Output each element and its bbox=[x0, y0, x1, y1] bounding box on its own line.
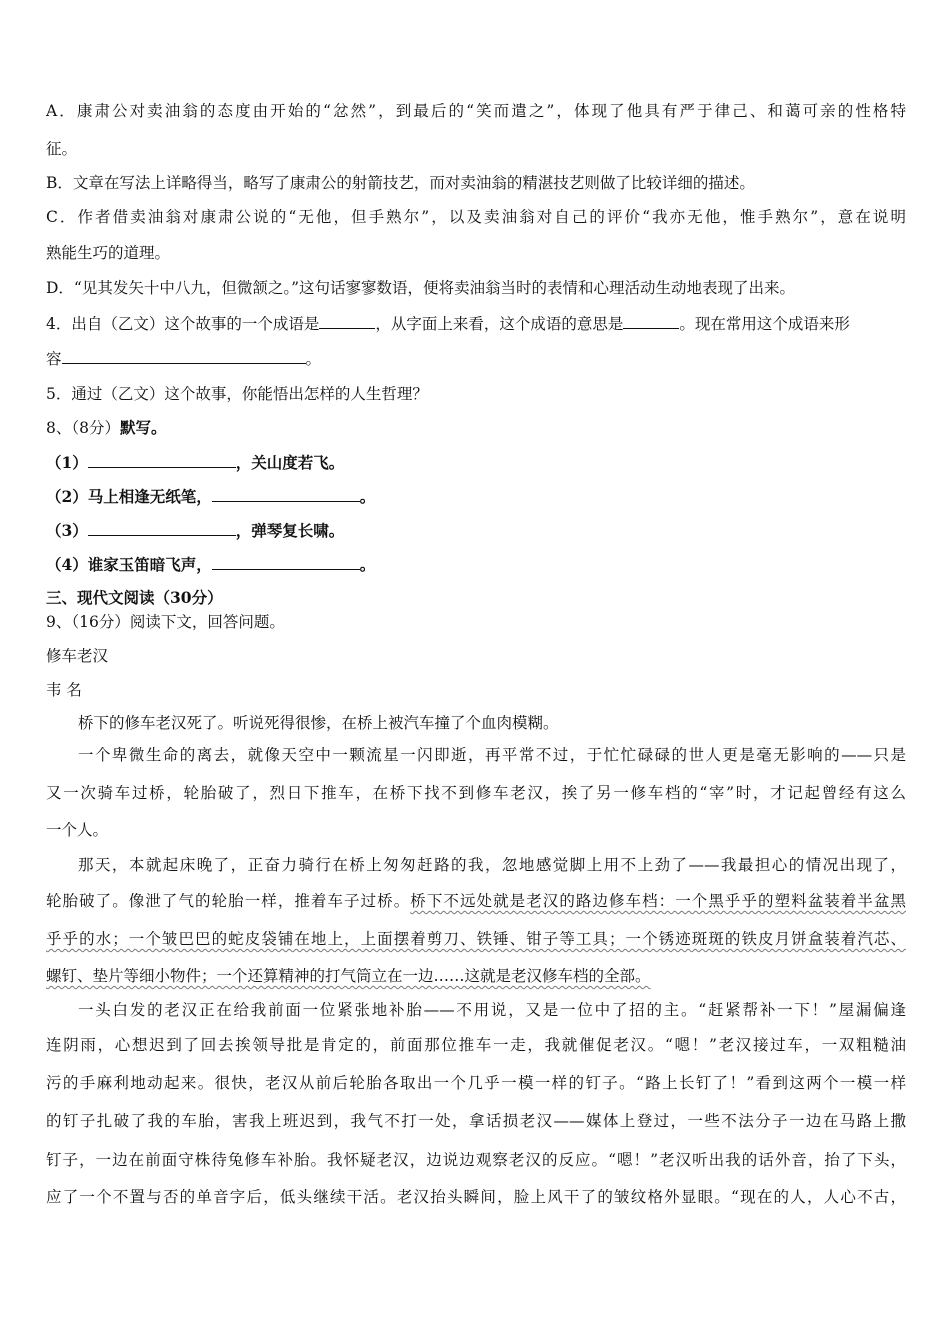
question-4-text-4: 容 bbox=[46, 350, 62, 368]
question-5: 5．通过（乙文）这个故事，你能悟出怎样的人生哲理？ bbox=[46, 385, 428, 403]
dictation-4-suffix: 。 bbox=[359, 555, 376, 574]
article-paragraph-4-line-6: 应了一个不置与否的单音字后，低头继续干活。老汉抬头瞬间，脸上风干了的皱纹格外显眼。“现在的人，人心不古， bbox=[46, 1188, 906, 1206]
question-8-number: 8、（8分） bbox=[46, 419, 120, 437]
option-b: B．文章在写法上详略得当，略写了康肃公的射箭技艺，而对卖油翁的精湛技艺则做了比较详细的描述。 bbox=[46, 174, 755, 192]
option-a-line-2: 征。 bbox=[46, 140, 78, 158]
article-paragraph-2-line-3: 一个人。 bbox=[46, 821, 109, 839]
article-paragraph-4-line-5: 钉子，一边在前面守株待兔修车补胎。我怀疑老汉，边说边观察老汉的反应。“嗯！”老汉听出我的话外音，抬了下头， bbox=[46, 1151, 906, 1169]
dictation-1-suffix: ，关山度若飞。 bbox=[235, 453, 345, 472]
dictation-3-prefix: （3） bbox=[46, 521, 88, 540]
question-4-line-1 bbox=[46, 313, 906, 334]
option-a-line-1: A．康肃公对卖油翁的态度由开始的“忿然”，到最后的“笑而遣之”，体现了他具有严于律己、和蔼可亲的性格特 bbox=[46, 102, 906, 120]
answer-blank[interactable] bbox=[212, 554, 360, 570]
question-8-title: 默写。 bbox=[119, 418, 167, 437]
article-paragraph-2-line-2: 又一次骑车过桥，轮胎破了，烈日下推车，在桥下找不到修车老汉，挨了另一修车档的“宰”时，才记起曾经有这么 bbox=[46, 784, 906, 802]
article-paragraph-4-line-3: 污的手麻利地动起来。很快，老汉从前后轮胎各取出一个几乎一模一样的钉子。“路上长钉了！”看到这两个一模一样 bbox=[46, 1074, 906, 1092]
section-3-heading: 三、现代文阅读（30分） bbox=[46, 588, 223, 607]
question-4-text-1: 4．出自（乙文）这个故事的一个成语是 bbox=[46, 315, 320, 333]
question-4-text-2: ，从字面上来看，这个成语的意思是 bbox=[375, 315, 624, 333]
option-c-line-2: 熟能生巧的道理。 bbox=[46, 244, 171, 262]
question-8-heading bbox=[46, 418, 906, 438]
dictation-line-2 bbox=[46, 486, 906, 507]
dictation-4-prefix: （4）谁家玉笛暗飞声， bbox=[46, 555, 212, 574]
dictation-1-prefix: （1） bbox=[46, 453, 88, 472]
dictation-line-3 bbox=[46, 520, 906, 541]
article-paragraph-4-line-1: 一头白发的老汉正在给我前面一位紧张地补胎——不用说，又是一位中了招的主。“赶紧帮补一下！”屋漏偏逢 bbox=[78, 1001, 906, 1019]
article-author: 韦 名 bbox=[46, 681, 82, 699]
question-4-text-5: 。 bbox=[305, 350, 322, 368]
article-paragraph-1: 桥下的修车老汉死了。听说死得很惨，在桥上被汽车撞了个血肉模糊。 bbox=[78, 714, 559, 732]
answer-blank[interactable] bbox=[319, 313, 375, 329]
answer-blank[interactable] bbox=[62, 348, 306, 364]
article-paragraph-4-line-4: 的钉子扎破了我的车胎，害我上班迟到，我气不打一处，拿话损老汉——媒体上登过，一些不法分子一边在马路上撒 bbox=[46, 1112, 906, 1130]
article-paragraph-3-line-2 bbox=[46, 891, 906, 911]
article-title: 修车老汉 bbox=[46, 647, 109, 665]
article-paragraph-3-line-1: 那天，本就起床晚了，正奋力骑行在桥上匆匆赶路的我，忽地感觉脚上用不上劲了——我最担心的情况出现了， bbox=[78, 856, 906, 874]
answer-blank[interactable] bbox=[212, 486, 360, 502]
paragraph-3-plain-text: 轮胎破了。像泄了气的轮胎一样，推着车子过桥。 bbox=[46, 892, 411, 910]
wavy-underlined-text: 桥下不远处就是老汉的路边修车档：一个黑乎乎的塑料盆装着半盆黑 bbox=[410, 892, 906, 910]
answer-blank[interactable] bbox=[88, 452, 236, 468]
dictation-line-1 bbox=[46, 452, 906, 473]
article-paragraph-3-line-3: 乎乎的水；一个皱巴巴的蛇皮袋铺在地上，上面摆着剪刀、铁锤、钳子等工具；一个锈迹斑斑的铁皮月饼盒装着汽芯、 bbox=[46, 930, 906, 948]
option-c-line-1: C．作者借卖油翁对康肃公说的“无他，但手熟尔”，以及卖油翁对自己的评价“我亦无他，惟手熟尔”，意在说明 bbox=[46, 208, 906, 226]
dictation-3-suffix: ，弹琴复长啸。 bbox=[235, 521, 345, 540]
question-4-text-3: 。现在常用这个成语来形 bbox=[679, 315, 850, 333]
answer-blank[interactable] bbox=[623, 313, 679, 329]
dictation-2-suffix: 。 bbox=[359, 487, 376, 506]
article-paragraph-2-line-1: 一个卑微生命的离去，就像天空中一颗流星一闪即逝，再平常不过，于忙忙碌碌的世人更是毫无影响的——只是 bbox=[78, 746, 906, 764]
option-d: D．“见其发矢十中八九，但微颔之。”这句话寥寥数语，便将卖油翁当时的表情和心理活动生动地表现了出来。 bbox=[46, 279, 796, 297]
question-9: 9、（16分）阅读下文，回答问题。 bbox=[46, 613, 285, 631]
question-4-line-2 bbox=[46, 348, 906, 369]
answer-blank[interactable] bbox=[88, 520, 236, 536]
dictation-2-prefix: （2）马上相逢无纸笔， bbox=[46, 487, 212, 506]
article-paragraph-4-line-2: 连阴雨，心想迟到了回去挨领导批是肯定的，前面那位推车一走，我就催促老汉。“嗯！”老汉接过车，一双粗糙油 bbox=[46, 1036, 906, 1054]
article-paragraph-3-line-4: 螺钉、垫片等细小物件；一个还算精神的打气筒立在一边……这就是老汉修车档的全部。 bbox=[46, 967, 651, 985]
dictation-line-4 bbox=[46, 554, 906, 575]
